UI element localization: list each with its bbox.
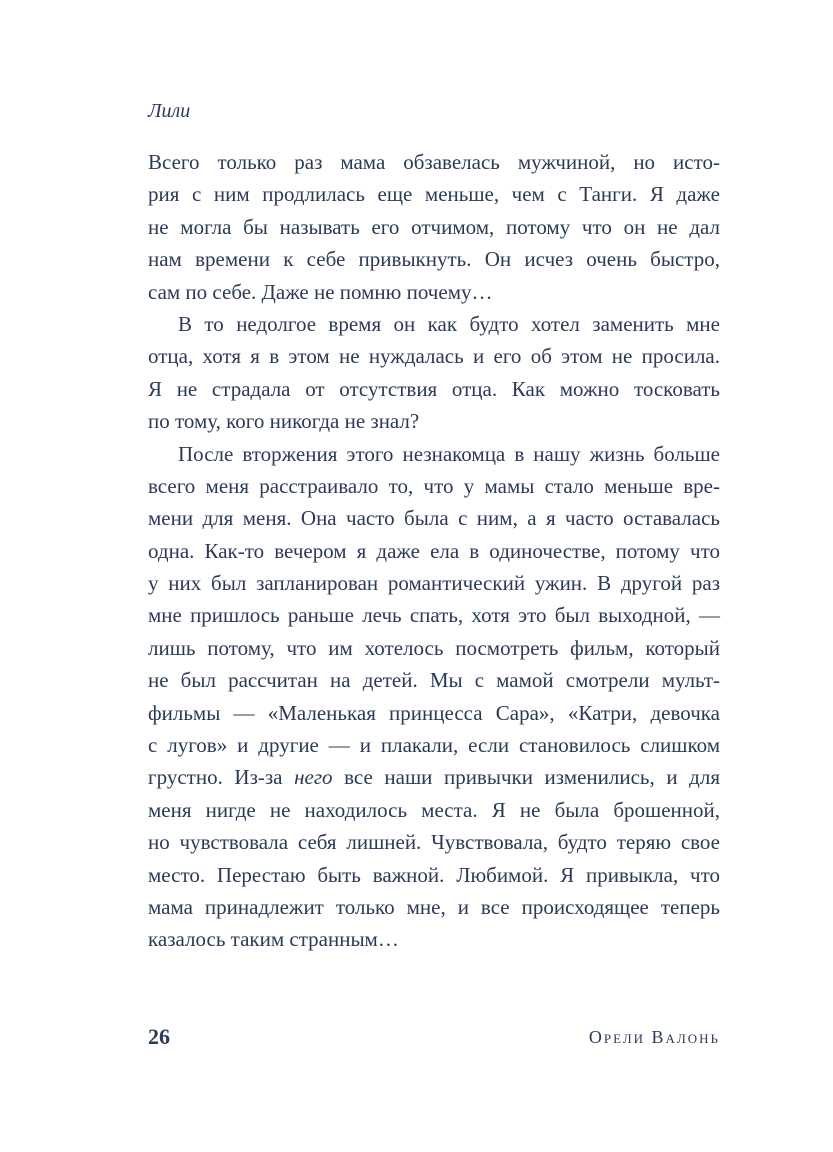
emphasized-word: него (294, 765, 333, 790)
text-line: сам по себе. Даже не помню почему… (148, 279, 493, 304)
text-line: не был рассчитан на детей. Мы с мамой смотрели мульт- (148, 668, 720, 693)
text-line: одна. Как-то вечером я даже ела в одиночестве, потому что (148, 538, 720, 563)
text-line: фильмы — «Маленькая принцесса Сара», «Катри, девочка (148, 700, 720, 725)
text-line: После вторжения этого незнакомца в нашу жизнь больше (178, 441, 720, 466)
text-line: мени для меня. Она часто была с ним, а я часто оставалась (148, 506, 720, 531)
author-name: Орели Валонь (588, 1027, 720, 1047)
text-line: по тому, кого никогда не знал? (148, 409, 420, 434)
text-line: мама принадлежит только мне, и все происходящее теперь (148, 894, 720, 919)
text-line: лишь потому, что им хотелось посмотреть фильм, который (148, 635, 720, 660)
text-line: Я не страдала от отсутствия отца. Как можно тосковать (148, 376, 720, 401)
text-line: нам времени к себе привыкнуть. Он исчез очень быстро, (148, 247, 720, 272)
text-line: меня нигде не находилось места. Я не была брошенной, (148, 797, 720, 822)
text-line: у них был запланирован романтический ужин. В другой раз (148, 571, 720, 596)
text-line: рия с ним продлилась еще меньше, чем с Танги. Я даже (148, 182, 720, 207)
text-line: но чувствовала себя лишней. Чувствовала, будто теряю свое (148, 830, 720, 855)
text-line: с лугов» и другие — и плакали, если становилось слишком (148, 733, 720, 758)
text-segment: грустно. Из-за (148, 765, 295, 790)
text-line: Всего только раз мама обзавелась мужчиной, но исто- (148, 150, 720, 174)
text-line: мне пришлось раньше лечь спать, хотя это был выходной, — (148, 603, 720, 628)
text-line: отца, хотя я в этом не нуждалась и его об этом не просила. (148, 344, 720, 369)
body-text (148, 146, 720, 956)
text-segment: все наши привычки изменились, и для (332, 765, 720, 790)
text-line: не могла бы называть его отчимом, потому что он не дал (148, 214, 720, 239)
page-title: Лили (148, 100, 191, 122)
text-line: казалось таким странным… (148, 927, 399, 952)
text-line-with-emphasis (148, 761, 720, 793)
text-line: В то недолгое время он как будто хотел заменить мне (178, 311, 720, 336)
text-line: место. Перестаю быть важной. Любимой. Я привыкла, что (148, 862, 720, 887)
text-line: всего меня расстраивало то, что у мамы стало меньше вре- (148, 473, 720, 498)
page-number: 26 (148, 1024, 170, 1049)
